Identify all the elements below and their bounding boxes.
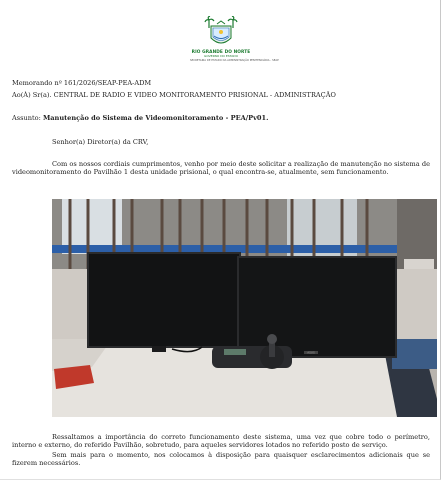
- logo-government: GOVERNO DO ESTADO: [204, 54, 238, 58]
- paragraph-importance: Ressaltamos a importância do correto funcionamento deste sistema, uma vez que cobre todo o perímetro, interno e externo, do referido Pavilhão, sobretudo, para aqueles servidores lotados no referido posto de serviço.: [12, 433, 430, 450]
- subject-label: Assunto:: [12, 114, 43, 122]
- state-logo: [190, 16, 279, 72]
- logo-secretariat: SECRETARIA DE ESTADO DA ADMINISTRAÇÃO PENITENCIÁRIA - SEAP: [190, 58, 279, 62]
- memo-greeting: Senhor(a) Diretor(a) da CRV,: [52, 138, 149, 146]
- subject-text: Manutenção do Sistema de Videomonitoramento - PEA/Pv01.: [42, 114, 269, 122]
- memo-number: Memorando nº 161/2026/SEAP-PEA-ADM: [12, 79, 152, 87]
- memo-subject: [12, 114, 268, 122]
- paragraph-request: Com os nossos cordiais cumprimentos, venho por meio deste solicitar a realização de manutenção no sistema de videomonitoramento do Pavilhão 1 desta unidade prisional, o qual encontra-se, atualmente, sem funcionamento.: [12, 160, 430, 177]
- monitors-photo: [52, 199, 437, 417]
- logo-state-name: RIO GRANDE DO NORTE: [191, 50, 251, 55]
- memo-recipient: Ao(À) Sr(a). CENTRAL DE RADIO E VIDEO MONITORAMENTO PRISIONAL - ADMINISTRAÇÃO: [12, 91, 336, 99]
- coat-of-arms-icon: [204, 16, 238, 50]
- monitor-brand: ASUS: [307, 350, 315, 355]
- paragraph-closing: Sem mais para o momento, nos colocamos à disposição para quaisquer esclarecimentos adicionais que se fizerem necessários.: [12, 451, 430, 468]
